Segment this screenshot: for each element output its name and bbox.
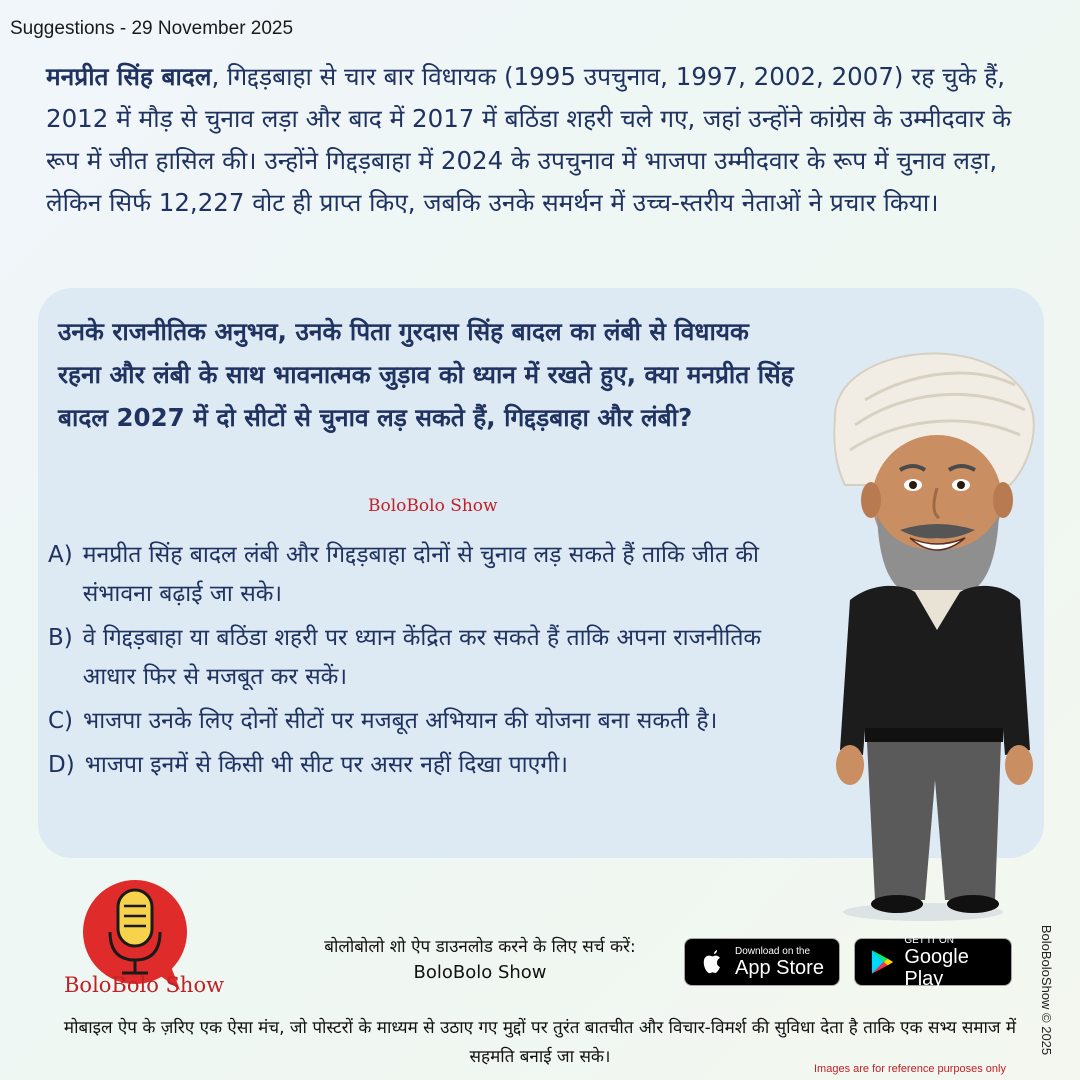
google-play-button[interactable] (854, 934, 1012, 990)
app-store-button[interactable] (684, 938, 840, 986)
option-key: A) (48, 542, 73, 568)
intro-text: , गिद्दड़बाहा से चार बार विधायक (1995 उपचुनाव, 1997, 2002, 2007) रह चुके हैं, 2012 में मौड़ से चुनाव लड़ा और बाद में 2017 में बठिंडा शहरी चले गए, जहां उन्होंने कांग्रेस के उम्मीदवार के रूप में जीत हासिल की। उन्होंने गिद्दड़बाहा में 2024 के उपचुनाव में भाजपा उम्मीदवार के रूप में चुनाव लड़ा, लेकिन सिर्फ 12,227 वोट ही प्राप्त किए, जबकि उनके समर्थन में उच्च-स्तरीय नेताओं ने प्रचार किया। (46, 62, 1012, 217)
option-a (48, 536, 808, 614)
app-store-small: Download on the (735, 945, 811, 957)
app-store-label: App Store (735, 956, 824, 979)
intro-paragraph (46, 56, 1046, 224)
option-key: D) (48, 752, 75, 778)
option-b (48, 619, 808, 697)
option-text: भाजपा इनमें से किसी भी सीट पर असर नहीं दिखा पाएगी। (84, 752, 568, 778)
option-text: मनप्रीत सिंह बादल लंबी और गिद्दड़बाहा दोनों से चुनाव लड़ सकते हैं ताकि जीत की संभावना बढ़ाई जा सके। (82, 542, 760, 607)
option-key: B) (48, 625, 73, 651)
politician-name: मनप्रीत सिंह बादल (46, 62, 212, 91)
copyright-text: BoloBoloShow © 2025 (1039, 924, 1054, 1056)
reference-note: Images are for reference purposes only (814, 1063, 1006, 1075)
option-c (48, 702, 808, 741)
play-icon (867, 947, 896, 977)
google-play-label: Google Play (904, 945, 969, 990)
download-instruction: बोलोबोलो शो ऐप डाउनलोड करने के लिए सर्च करें: (324, 937, 636, 957)
google-play-small: GET IT ON (904, 934, 954, 946)
logo-text: BoloBolo Show (64, 973, 225, 997)
question-text: उनके राजनीतिक अनुभव, उनके पिता गुरदास सिंह बादल का लंबी से विधायक रहना और लंबी के साथ भावनात्मक जुड़ाव को ध्यान में रखते हुए, क्या मनप्रीत सिंह बादल 2027 में दो सीटों से चुनाव लड़ सकते हैं, गिद्दड़बाहा और लंबी? (58, 317, 794, 432)
watermark-text: BoloBolo Show (368, 496, 498, 516)
option-text: वे गिद्दड़बाहा या बठिंडा शहरी पर ध्यान केंद्रित कर सकते हैं ताकि अपना राजनीतिक आधार फिर से मजबूत कर सकें। (82, 625, 762, 690)
footer-text: मोबाइल ऐप के ज़रिए एक ऐसा मंच, जो पोस्टरों के माध्यम से उठाए गए मुद्दों पर तुरंत बातचीत और विचार-विमर्श की सुविधा देता है ताकि एक सभ्य समाज में सहमति बनाई जा सके। (63, 1018, 1017, 1067)
option-text: भाजपा उनके लिए दोनों सीटों पर मजबूत अभियान की योजना बना सकती है। (83, 708, 718, 734)
app-name: BoloBolo Show (413, 962, 547, 983)
politician-illustration (805, 300, 1045, 930)
options-list (48, 536, 808, 790)
date-label: Suggestions - 29 November 2025 (10, 18, 294, 39)
option-d (48, 746, 808, 785)
apple-icon (697, 947, 727, 977)
option-key: C) (48, 708, 74, 734)
